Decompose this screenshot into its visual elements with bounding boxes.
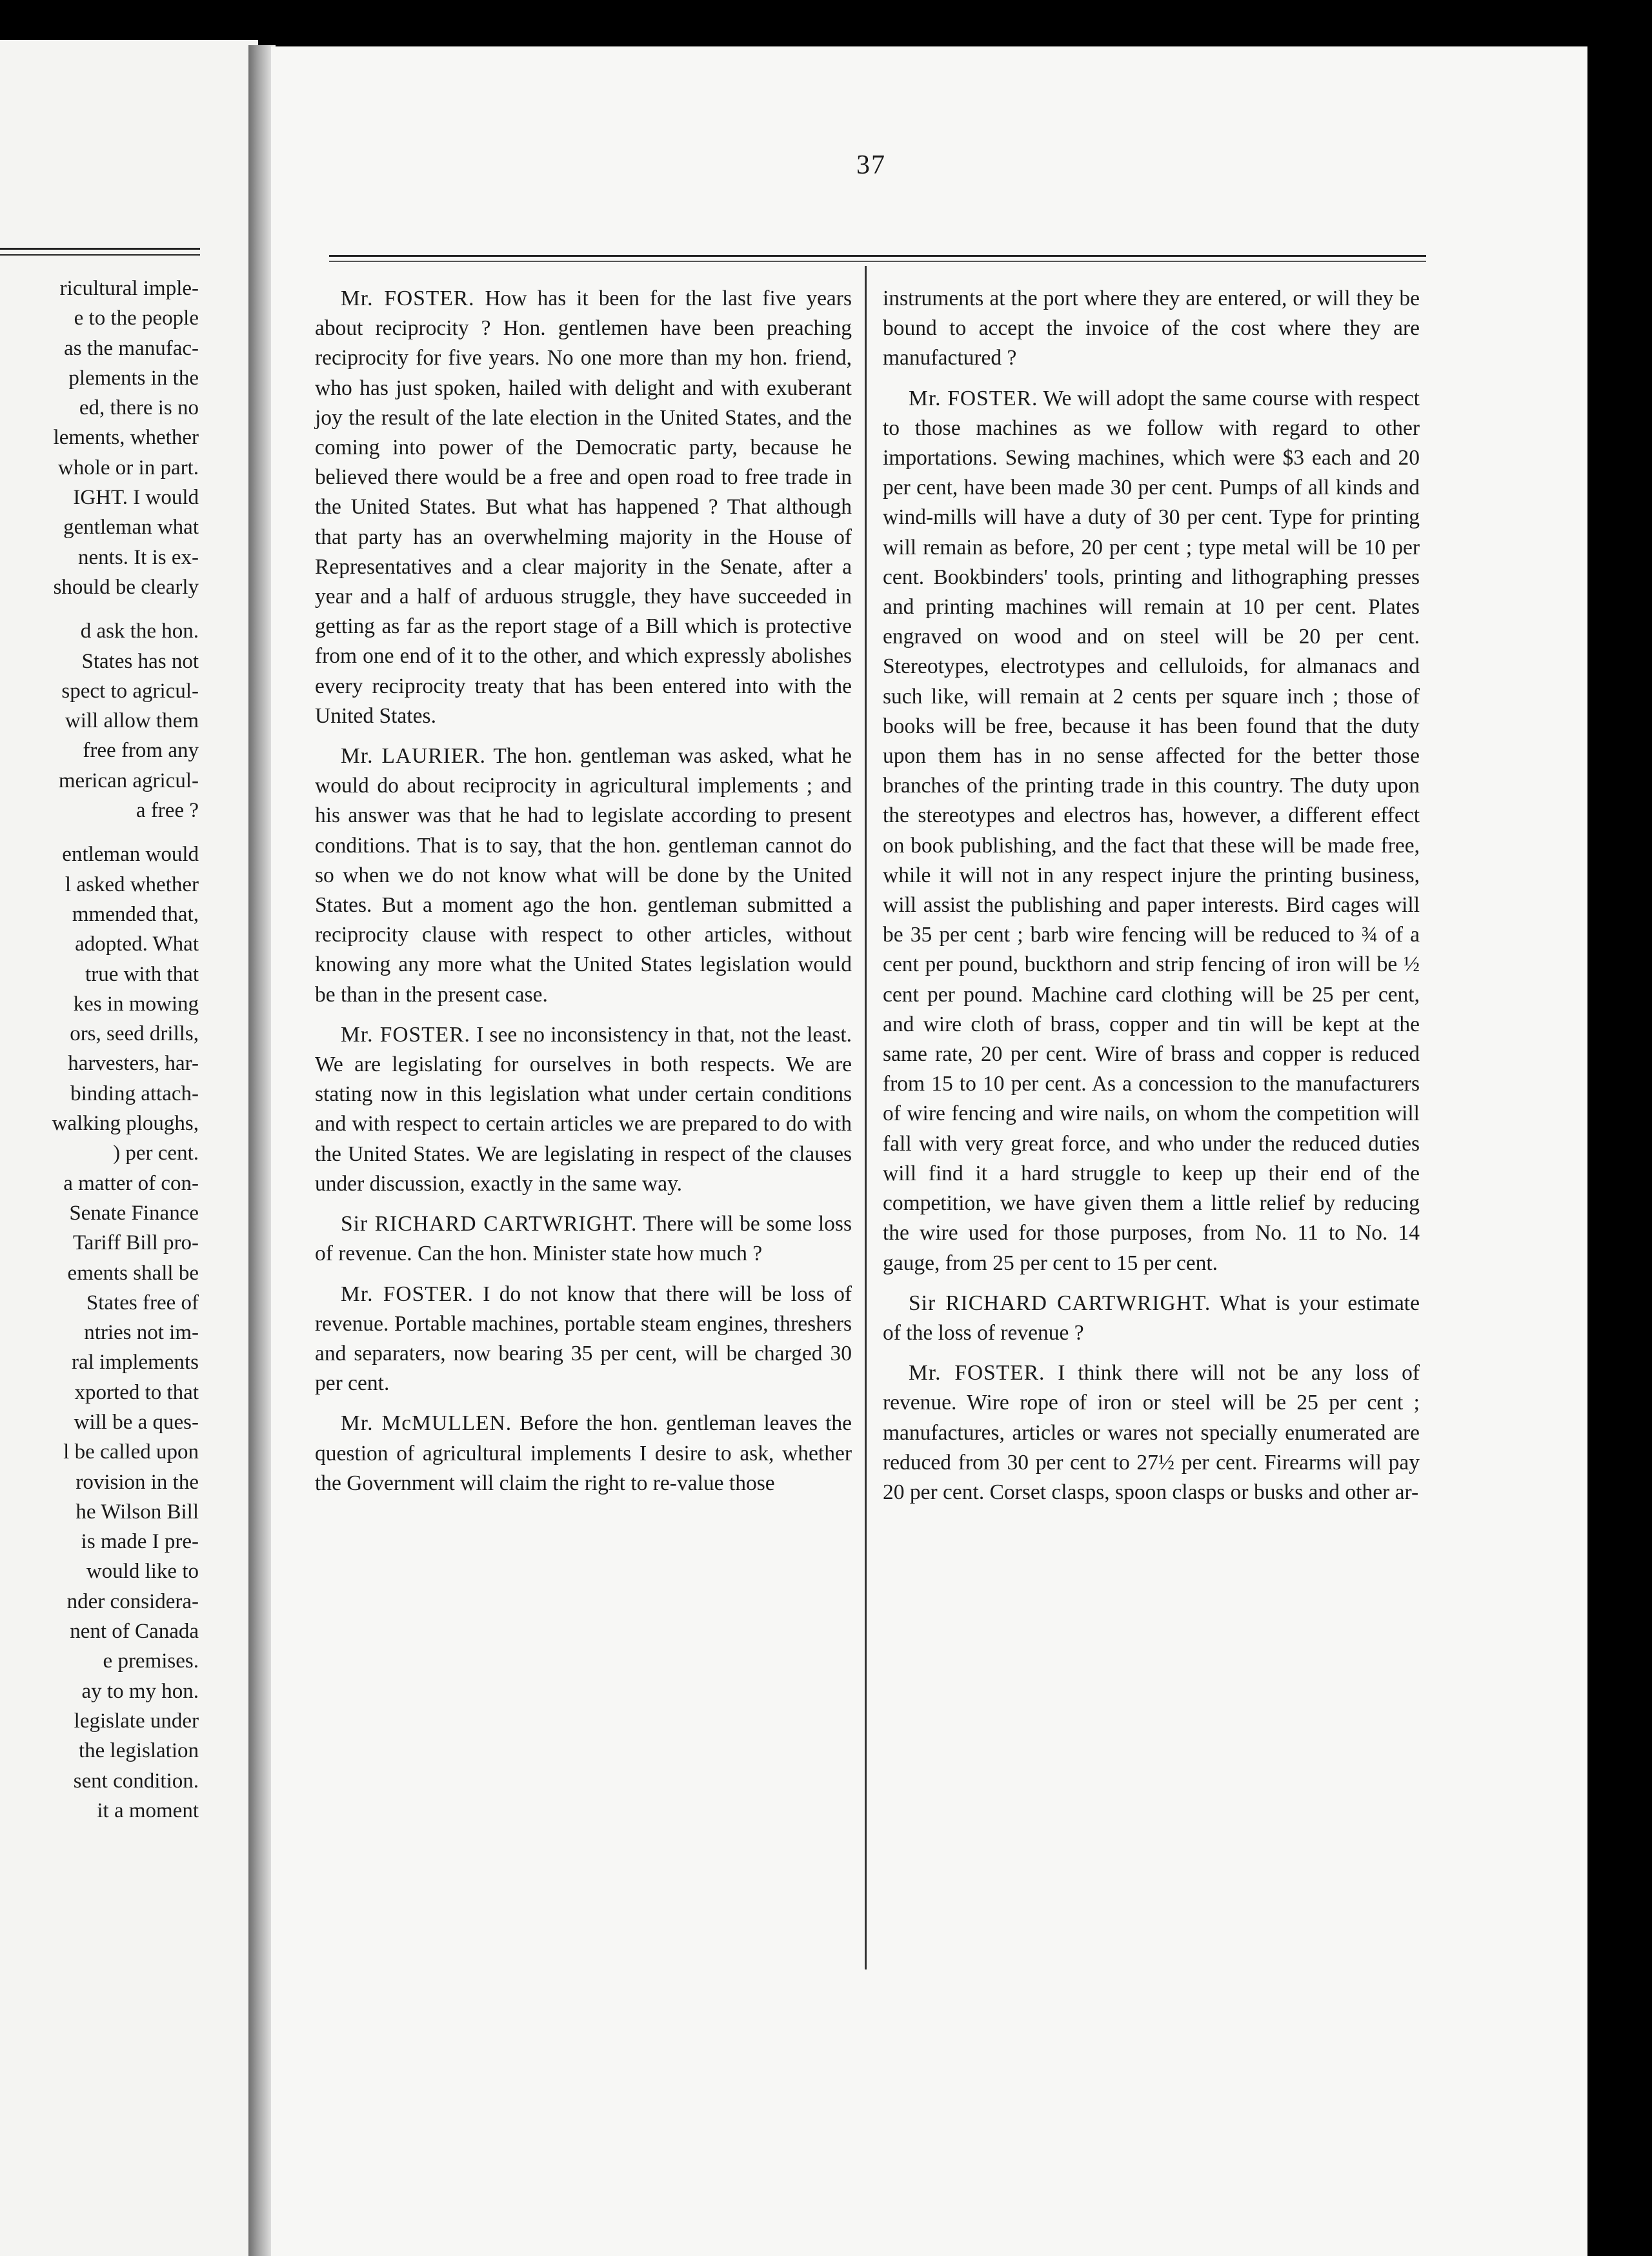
left-page-line: States free of	[86, 1291, 199, 1314]
left-page-line: walking ploughs,	[52, 1112, 199, 1136]
column-divider	[865, 266, 867, 1969]
left-page-line: ricultural imple-	[59, 277, 199, 300]
speech-text: How has it been for the last five years about reciprocity ? Hon. gentlemen have been preaching reciprocity for five years. No one more than my hon. friend, who has just spoken, hailed with delight and with exuberant joy the result of the late election in the United States, and the coming into power of the Democratic party, because he believed there would be a free and open road to free trade in the United States. But what has happened ? That although that party has an overwhelming majority in the House of Representatives and a clear majority in the Senate, after a year and a half of arduous struggle, they have succeeded in getting as far as the report stage of a Bill which is protective from one end of it to the other, and which expressly abolishes every reciprocity treaty that has been entered into with the United States.	[315, 287, 852, 728]
header-rule	[329, 255, 1426, 257]
left-page-line: binding attach-	[70, 1082, 199, 1105]
left-text-column	[315, 284, 852, 1509]
speaker-name: Mr. FOSTER.	[341, 287, 475, 310]
speech-paragraph	[315, 741, 852, 1010]
speaker-name: Mr. McMULLEN.	[341, 1411, 512, 1436]
left-page-line: Senate Finance	[69, 1201, 199, 1225]
speaker-name: Sir RICHARD CARTWRIGHT.	[909, 1291, 1211, 1315]
left-page-line: will allow them	[65, 709, 199, 733]
left-page-line: e premises.	[103, 1649, 199, 1673]
left-page-line: ors, seed drills,	[70, 1022, 199, 1046]
left-page-line: true with that	[85, 962, 199, 986]
speech-text: instruments at the port where they are entered, or will they be bound to accept the invoice of the cost where they are manufactured ?	[883, 287, 1420, 370]
left-page-line: gentleman what	[63, 516, 199, 539]
speech-text: There will be some loss of revenue. Can the hon. Minister state how much ?	[315, 1212, 852, 1266]
speech-paragraph	[315, 1209, 852, 1269]
left-page-line: is made I pre-	[81, 1530, 199, 1554]
left-page-line: a matter of con-	[63, 1171, 199, 1195]
left-page-line: should be clearly	[53, 575, 199, 599]
left-paragraph-bottom	[0, 840, 199, 1826]
left-page-line: adopted. What	[75, 932, 199, 956]
left-page-line: l be called upon	[63, 1440, 199, 1464]
speaker-name: Sir RICHARD CARTWRIGHT.	[341, 1212, 638, 1236]
left-page-line: nder considera-	[66, 1589, 199, 1613]
speech-paragraph	[315, 1409, 852, 1498]
left-page-line: as the manufac-	[64, 336, 199, 360]
left-page-line: IGHT. I would	[73, 486, 199, 510]
speech-text: Before the hon. gentleman leaves the question of agricultural implements I desire to ask, whether the Government will claim the right to re-value those	[315, 1411, 852, 1495]
speaker-name: Mr. FOSTER.	[909, 386, 1038, 410]
left-page-line: a free ?	[136, 799, 199, 823]
speech-paragraph	[315, 1020, 852, 1199]
speech-text: I do not know that there will be loss of revenue. Portable machines, portable steam engines, threshers and separaters, now bearing 35 per cent, will be charged 30 per cent.	[315, 1282, 852, 1396]
speech-text: What is your estimate of the loss of revenue ?	[883, 1291, 1420, 1345]
left-page-line: nent of Canada	[70, 1620, 199, 1644]
left-page-line: rovision in the	[76, 1470, 199, 1494]
page-number: 37	[856, 150, 886, 180]
left-page-line: he Wilson Bill	[76, 1500, 199, 1524]
left-page-line: would like to	[86, 1560, 199, 1584]
left-page-line: Tariff Bill pro-	[72, 1231, 199, 1255]
left-page-line: ) per cent.	[113, 1142, 199, 1165]
speaker-name: Mr. FOSTER.	[341, 1282, 474, 1306]
left-page-line: xported to that	[74, 1380, 199, 1404]
left-page	[0, 40, 258, 2256]
left-page-line: whole or in part.	[57, 456, 199, 479]
left-column	[0, 274, 199, 1826]
left-header-rule	[0, 248, 200, 250]
left-page-line: ed, there is no	[79, 396, 199, 420]
left-page-line: ements shall be	[67, 1261, 199, 1285]
left-header-rule-2	[0, 254, 200, 256]
header-rule-2	[329, 261, 1426, 262]
left-paragraph-top	[0, 274, 199, 602]
speech-text: I see no inconsistency in that, not the least. We are legislating for ourselves in both respects. We are stating now in this legislation what under certain conditions and with respect to certain articles we are prepared to do with the United States. We are legislating in respect of the clauses under discussion, exactly in the same way.	[315, 1022, 852, 1196]
speaker-name: Mr. FOSTER.	[909, 1361, 1045, 1385]
speech-paragraph	[883, 1358, 1420, 1507]
left-page-line: sent condition.	[73, 1769, 199, 1793]
left-page-line: will be a ques-	[74, 1410, 199, 1434]
left-page-line: plements in the	[68, 366, 199, 390]
left-page-line: l asked whether	[65, 872, 199, 896]
left-page-line: ral implements	[71, 1351, 199, 1375]
left-page-line: it a moment	[97, 1798, 199, 1822]
left-page-line: kes in mowing	[73, 992, 199, 1016]
speech-paragraph	[315, 284, 852, 731]
left-page-line: the legislation	[78, 1739, 199, 1763]
speaker-name: Mr. LAURIER.	[341, 744, 486, 769]
left-page-line: harvesters, har-	[68, 1052, 199, 1076]
left-page-line: e to the people	[74, 307, 199, 330]
left-page-line: legislate under	[74, 1709, 199, 1733]
left-paragraph-mid	[0, 616, 199, 825]
speech-paragraph	[883, 284, 1420, 374]
speech-text: The hon. gentleman was asked, what he would do about reciprocity in agricultural implements ; and his answer was that he had to legislate according to present conditions. That is to say, that the hon. gentleman cannot do so when we do not know what will be done by the United States. But a moment ago the hon. gentleman submitted a reciprocity clause with respect to other articles, without knowing any more what the United States legislation would be than in the present case.	[315, 744, 852, 1007]
left-page-line: d ask the hon.	[80, 619, 199, 643]
left-page-line: free from any	[83, 739, 199, 763]
speech-paragraph	[883, 1289, 1420, 1348]
left-page-line: ntries not im-	[84, 1321, 199, 1345]
left-page-line: ay to my hon.	[81, 1679, 199, 1703]
speech-paragraph	[883, 384, 1420, 1278]
left-page-line: nents. It is ex-	[78, 545, 199, 569]
right-text-column	[883, 284, 1420, 1518]
speech-paragraph	[315, 1280, 852, 1399]
left-page-line: mmended that,	[72, 902, 199, 926]
left-page-line: States has not	[81, 649, 199, 673]
left-page-line: entleman would	[62, 843, 199, 867]
left-page-line: lements, whether	[53, 426, 199, 450]
speech-text: We will adopt the same course with respect to those machines as we follow with regard to other importations. Sewing machines, which were $3 each and 20 per cent, have been made 30 per cent. Pumps of all kinds and wind-mills will have a duty of 30 per cent. Type for printing will remain as before, 20 per cent ; type metal will be 10 per cent. Bookbinders' tools, printing and lithographing presses and printing machines will remain at 10 per cent. Plates engraved on wood and on steel will be 20 per cent. Stereotypes, electrotypes and celluloids, for almanacs and such like, will remain at 2 cents per square inch ; those of books will be free, because it has been found that the duty upon them has in no sense affected for the better those branches of the printing trade in this country. The duty upon the stereotypes and electros has, however, a different effect on book publishing, and the fact that these will be made free, while it will not in any respect injure the printing business, will assist the publishing and paper interests. Bird cages will be 35 per cent ; barb wire fencing will be reduced to ¾ of a cent per pound, buckthorn and strip fencing of iron will be ½ cent per pound. Machine card clothing will be 25 per cent, and wire cloth of brass, copper and tin will be kept at the same rate, 20 per cent. Wire of brass and copper is reduced from 15 to 10 per cent. As a concession to the manufacturers of wire fencing and wire nails, on whom the competition will fall with very great force, and who under the reduced duties will find it a hard struggle to keep up their end of the competition, we have given them a little relief by reducing the wire used for those purposes, from No. 11 to No. 14 gauge, from 25 per cent to 15 per cent.	[883, 386, 1420, 1275]
left-page-line: spect to agricul-	[61, 679, 199, 703]
speaker-name: Mr. FOSTER.	[341, 1022, 470, 1047]
speech-text: I think there will not be any loss of revenue. Wire rope of iron or steel will be 25 per cent ; manufactures, articles or wares not specially enumerated are reduced from 30 per cent to 27½ per cent. Firearms will pay 20 per cent. Corset clasps, spoon clasps or busks and other ar-	[883, 1361, 1420, 1504]
left-page-line: merican agricul-	[58, 769, 199, 792]
